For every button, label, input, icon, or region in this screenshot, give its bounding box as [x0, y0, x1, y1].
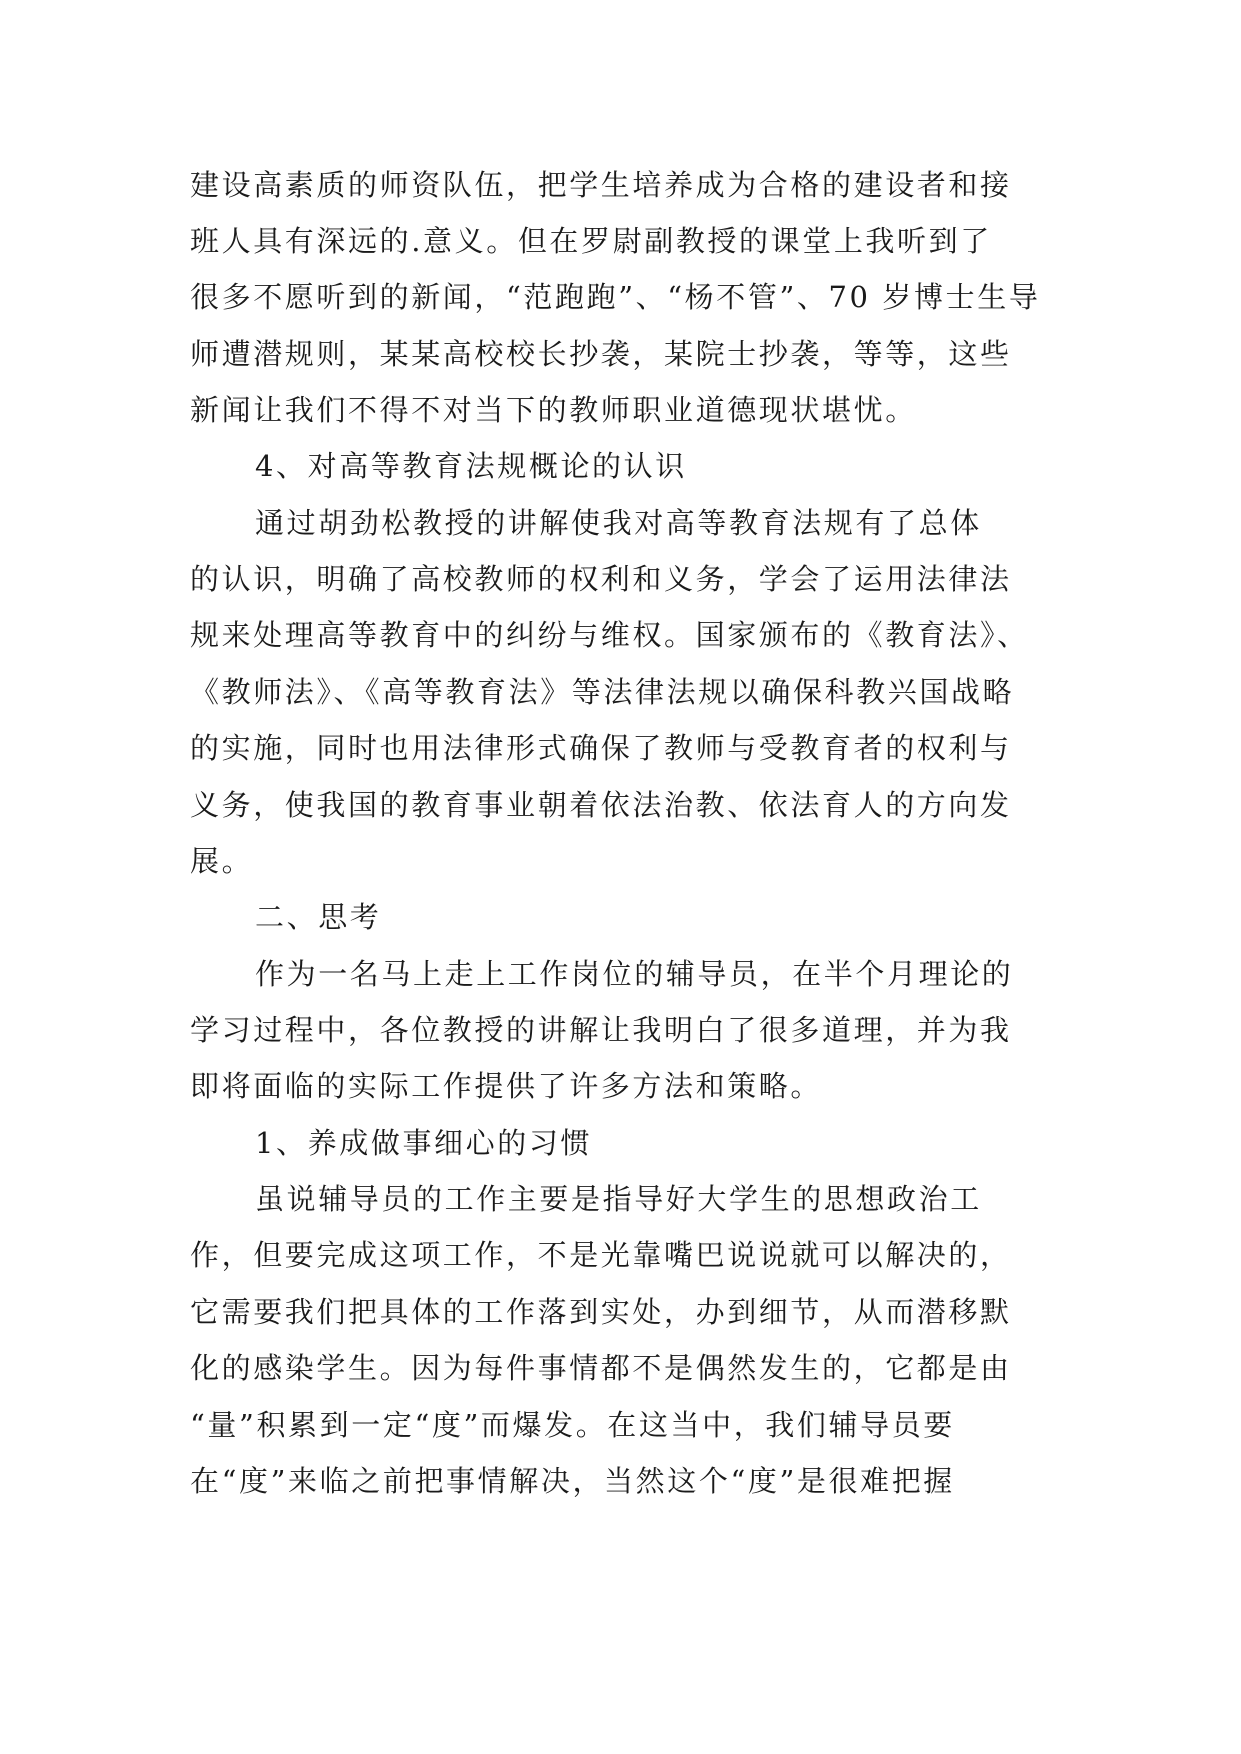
- text-line-16: 学习过程中，各位教授的讲解让我明白了很多道理，并为我: [190, 1013, 1012, 1047]
- text-line-12: 义务，使我国的教育事业朝着依法治教、依法育人的方向发: [190, 788, 1012, 822]
- text-line-17: 即将面临的实际工作提供了许多方法和策略。: [190, 1069, 823, 1103]
- text-line-4: 师遭潜规则，某某高校校长抄袭，某院士抄袭，等等，这些: [190, 337, 1012, 371]
- paragraph-start: 作为一名马上走上工作岗位的辅导员，在半个月理论的: [255, 957, 1014, 991]
- text-line-9: 规来处理高等教育中的纠纷与维权。国家颁布的《教育法》、: [190, 618, 1029, 652]
- text-line-3: 很多不愿听到的新闻，“范跑跑”、“杨不管”、70 岁博士生导: [190, 280, 1041, 314]
- paragraph-start: 虽说辅导员的工作主要是指导好大学生的思想政治工: [255, 1182, 982, 1216]
- text-line-5: 新闻让我们不得不对当下的教师职业道德现状堪忧。: [190, 393, 917, 427]
- text-line-2: 班人具有深远的.意义。但在罗尉副教授的课堂上我听到了: [190, 224, 992, 258]
- paragraph-start: 通过胡劲松教授的讲解使我对高等教育法规有了总体: [255, 506, 982, 540]
- section-heading-1: 1、养成做事细心的习惯: [255, 1126, 593, 1160]
- text-line-24: 在“度”来临之前把事情解决，当然这个“度”是很难把握: [190, 1464, 955, 1498]
- section-heading-2: 二、思考: [255, 900, 382, 934]
- text-line-23: “量”积累到一定“度”而爆发。在这当中，我们辅导员要: [190, 1408, 955, 1442]
- section-heading-4: 4、对高等教育法规概论的认识: [255, 449, 687, 483]
- text-line-10: 《教师法》、《高等教育法》等法律法规以确保科教兴国战略: [190, 675, 1015, 709]
- text-line-22: 化的感染学生。因为每件事情都不是偶然发生的，它都是由: [190, 1351, 1012, 1385]
- text-line-20: 作，但要完成这项工作，不是光靠嘴巴说说就可以解决的，: [190, 1238, 1012, 1272]
- text-line-8: 的认识，明确了高校教师的权利和义务，学会了运用法律法: [190, 562, 1012, 596]
- text-line-21: 它需要我们把具体的工作落到实处，办到细节，从而潜移默: [190, 1295, 1012, 1329]
- text-line-11: 的实施，同时也用法律形式确保了教师与受教育者的权利与: [190, 731, 1012, 765]
- text-line-13: 展。: [190, 844, 254, 878]
- text-line-1: 建设高素质的师资队伍，把学生培养成为合格的建设者和接: [190, 168, 1012, 202]
